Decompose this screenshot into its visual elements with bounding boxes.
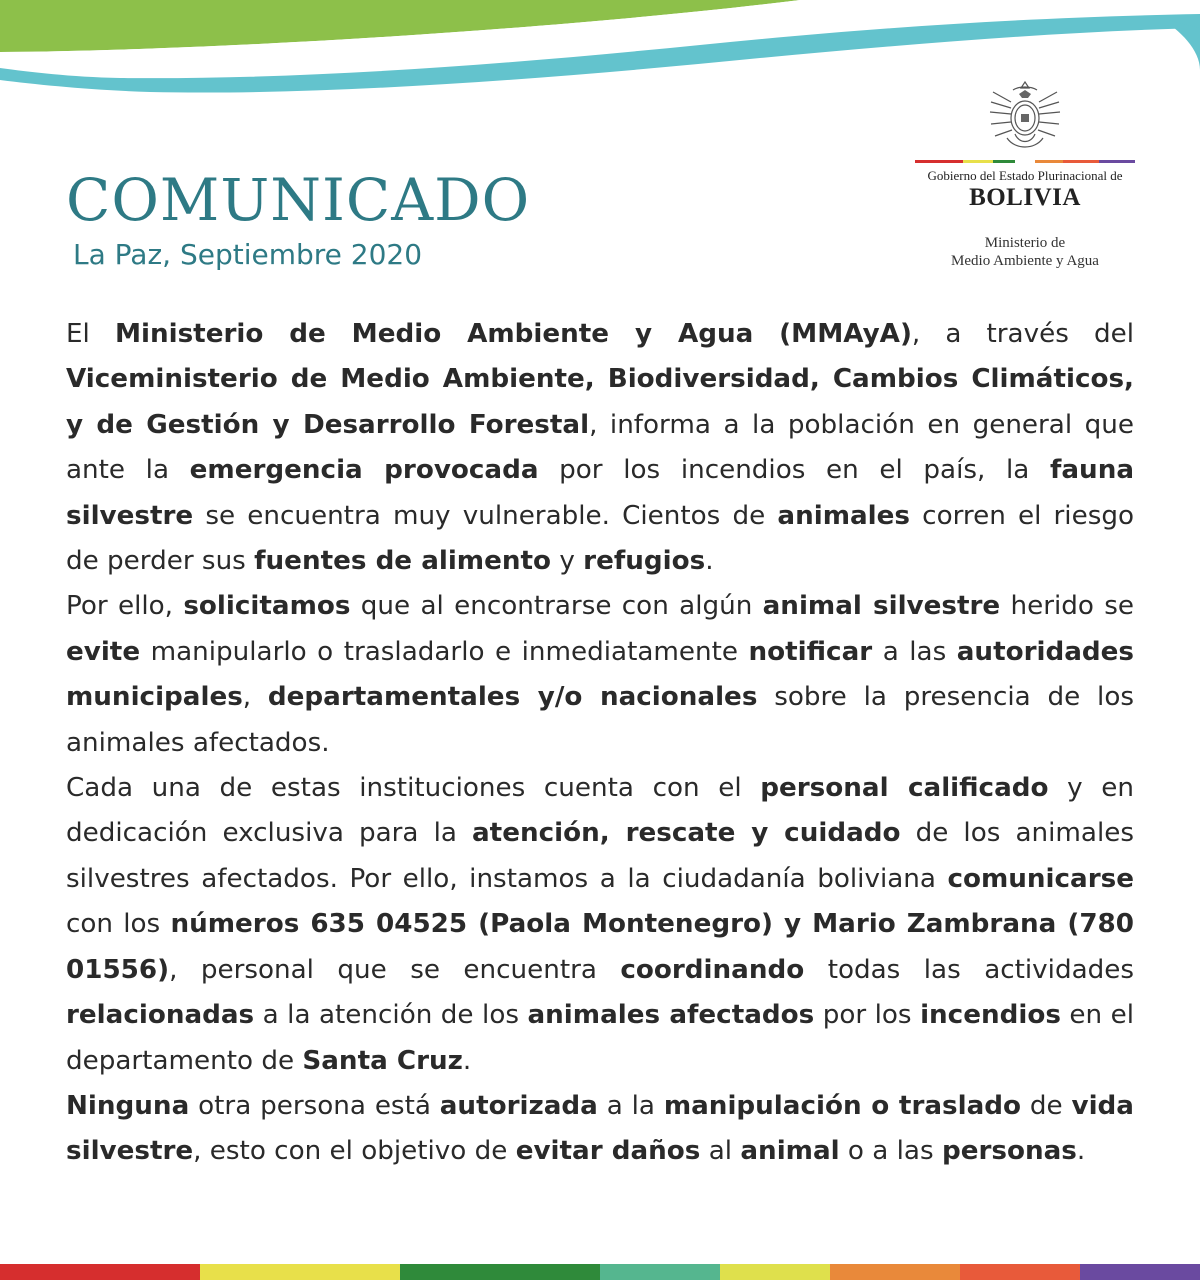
- text-run: de: [1021, 1090, 1072, 1121]
- bold-text: animales: [777, 500, 910, 531]
- bold-text: Ministerio de Medio Ambiente y Agua (MMAyA): [114, 319, 912, 349]
- bold-text: refugios: [583, 546, 706, 577]
- bold-text: animal silvestre: [762, 591, 1001, 622]
- bold-text: fauna silvestre: [66, 455, 1135, 531]
- paragraph-3: [66, 766, 1134, 1084]
- text-run: , personal que se encuentra: [169, 954, 621, 985]
- text-run: por los incendios en el país, la: [538, 455, 1050, 486]
- ministry-line-1: Ministerio de: [984, 235, 1066, 251]
- bold-text: fuentes de alimento: [254, 546, 552, 577]
- government-logo: [910, 78, 1140, 270]
- text-run: , esto con el objetivo de: [193, 1136, 516, 1167]
- bold-text: animales afectados: [527, 1000, 815, 1031]
- bold-text: incendios: [920, 1000, 1061, 1031]
- government-line: Gobierno del Estado Plurinacional de: [927, 168, 1123, 183]
- text-run: al: [700, 1136, 741, 1167]
- text-run: otra persona está: [189, 1090, 440, 1121]
- ministry-name: [910, 234, 1140, 270]
- bold-text: Ninguna: [66, 1090, 190, 1121]
- bold-text: personas: [941, 1136, 1077, 1167]
- ministry-line-2: Medio Ambiente y Agua: [951, 253, 1099, 269]
- bolivia-coat-of-arms-icon: [985, 78, 1065, 156]
- text-run: a la atención de los: [254, 1000, 528, 1031]
- text-run: todas las actividades: [804, 954, 1134, 985]
- bold-text: solicitamos: [183, 591, 351, 622]
- page-title: COMUNICADO: [66, 166, 531, 234]
- text-run: , a través del: [911, 319, 1134, 349]
- text-run: en el departamento de: [66, 1000, 1135, 1076]
- text-run: que al encontrarse con algún: [350, 591, 763, 622]
- text-run: con los: [66, 909, 171, 940]
- text-run: o a las: [839, 1136, 942, 1167]
- text-run: ,: [242, 682, 268, 713]
- text-run: herido se: [1000, 591, 1134, 622]
- bold-text: Viceministerio de Medio Ambiente, Biodiversidad, Cambios Climáticos, y de Gestión y Desarrollo Forestal: [66, 364, 1134, 440]
- bold-text: emergencia provocada: [189, 455, 539, 486]
- bold-text: atención, rescate y cuidado: [472, 818, 901, 849]
- bold-text: comunicarse: [947, 863, 1134, 894]
- text-run: , informa a la población en general que ante la: [66, 409, 1134, 486]
- text-run: El: [66, 319, 115, 349]
- text-run: a la: [597, 1090, 664, 1121]
- bold-text: relacionadas: [66, 1000, 255, 1031]
- bold-text: departamentales y/o nacionales: [267, 682, 758, 713]
- statement-body: [66, 312, 1134, 1175]
- paragraph-1: [66, 312, 1134, 584]
- text-run: Cada una de estas instituciones cuenta con el: [66, 773, 761, 804]
- text-run: por los: [814, 1000, 921, 1031]
- text-run: Por ello,: [66, 591, 184, 622]
- text-run: manipularlo o trasladarlo e inmediatamente: [140, 636, 749, 667]
- bold-text: evitar daños: [515, 1136, 701, 1167]
- text-run: sobre la presencia de los animales afectados.: [66, 682, 1134, 758]
- country-name: BOLIVIA: [969, 184, 1081, 211]
- bold-text: Santa Cruz: [302, 1045, 463, 1076]
- text-run: y en dedicación exclusiva para la: [66, 773, 1134, 849]
- text-run: y: [551, 546, 584, 577]
- bold-text: autorizada: [439, 1090, 598, 1121]
- text-run: .: [462, 1045, 472, 1076]
- text-run: .: [705, 546, 714, 577]
- text-run: .: [1076, 1136, 1086, 1167]
- text-run: corren el riesgo de perder sus: [66, 500, 1134, 577]
- bold-text: evite: [66, 636, 141, 667]
- paragraph-4: [66, 1084, 1134, 1175]
- text-run: a las: [872, 636, 957, 667]
- date-line: La Paz, Septiembre 2020: [73, 238, 423, 271]
- text-run: de los animales silvestres afectados. Por ello, instamos a la ciudadanía boliviana: [66, 818, 1134, 894]
- bold-text: personal calificado: [760, 773, 1049, 804]
- bottom-color-stripe: [0, 1264, 1200, 1280]
- bold-text: números 635 04525 (Paola Montenegro) y Mario Zambrana (780 01556): [66, 909, 1135, 985]
- bold-text: coordinando: [620, 954, 805, 985]
- bold-text: vida silvestre: [66, 1090, 1134, 1167]
- bold-text: manipulación o traslado: [663, 1090, 1022, 1121]
- flag-color-line: [915, 158, 1135, 164]
- bold-text: notificar: [748, 636, 873, 667]
- bold-text: animal: [740, 1136, 840, 1167]
- text-run: se encuentra muy vulnerable. Cientos de: [193, 500, 778, 531]
- bold-text: autoridades municipales: [66, 636, 1134, 713]
- paragraph-2: [66, 584, 1134, 766]
